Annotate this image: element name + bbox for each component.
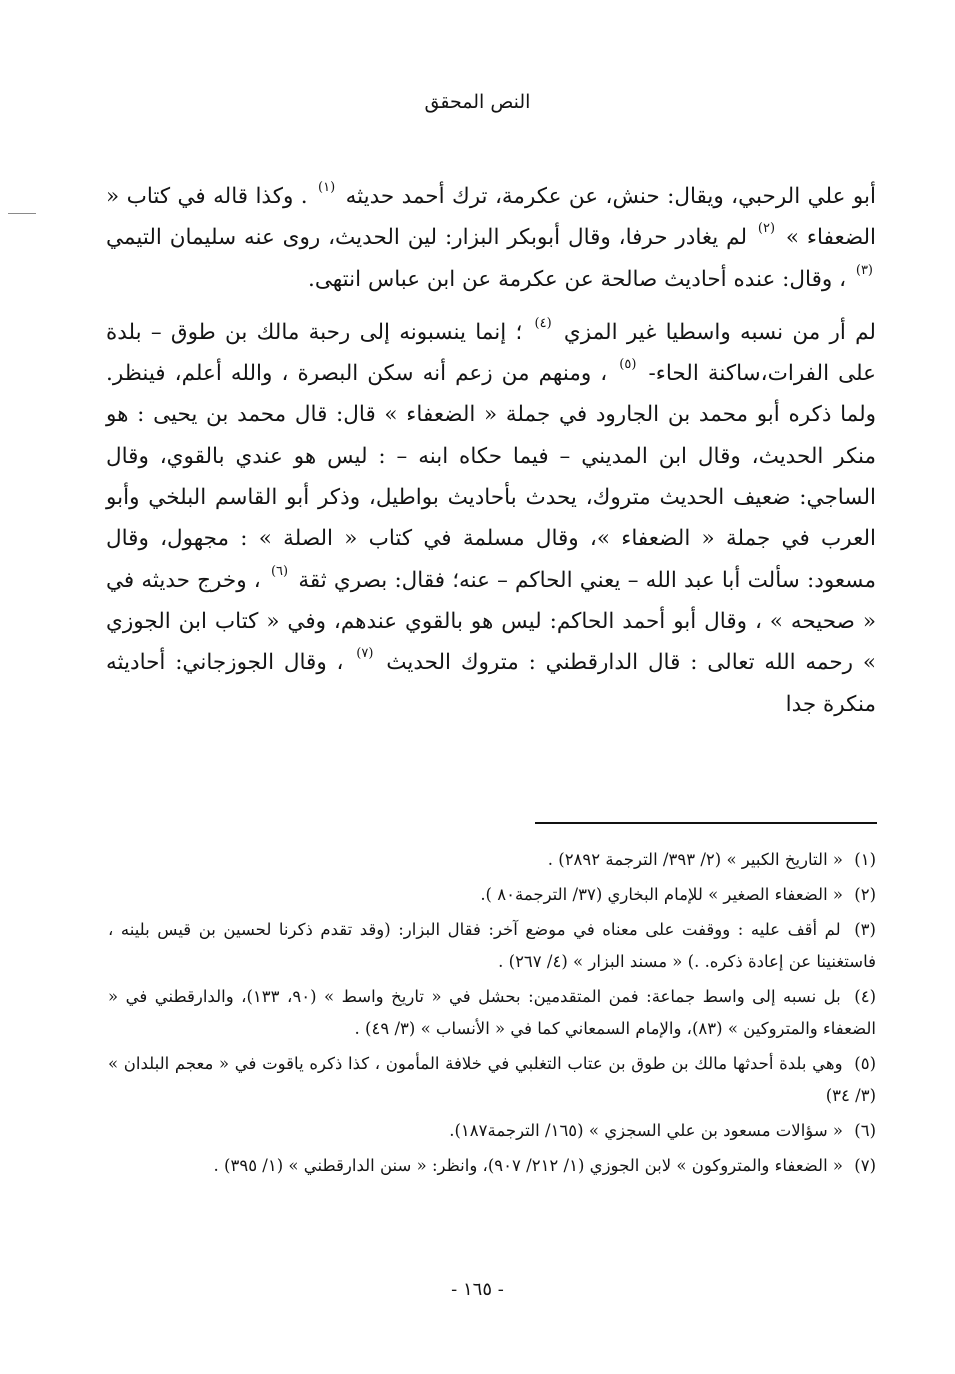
footnote-reference-5: (٥): [619, 357, 637, 373]
paragraph-2-text-3: ، ومنهم من زعم أنه سكن البصرة ، والله أعلم، فينظر. ولما ذكره أبو محمد بن الجارود في جملة « الضعفاء » قال: قال محمد بن يحيى : هو منكر الحديث، وقال ابن المديني – فيما حكاه ابنه – : ليس هو عندي بالقوي، وقال الساجي: ضعيف الحديث متروك، يحدث بأحاديث بواطيل، وذكر أبو القاسم البلخي وأبو العرب في جملة « الضعفاء »، وقال مسلمة في كتاب « الصلة » : مجهول، وقال مسعود: سألت أبا عبد الله – يعني الحاكم – عنه؛ فقال: بصري ثقة: [106, 361, 876, 593]
paragraph-2-text-5: ، وقال الجوزجاني: أحاديثه منكرة جدا: [106, 650, 876, 717]
footnote-reference-6: (٦): [270, 563, 289, 579]
footnote-4-number: (٤): [854, 987, 876, 1006]
main-text: [106, 176, 876, 725]
paragraph-2-text-4: ، وخرج حديثه في « صحيحه » ، وقال أبو أحمد الحاكم: ليس هو بالقوي عندهم، وفي « كتاب ابن الجوزي » رحمه الله تعالى : قال الدارقطني : متروك الحديث: [106, 567, 876, 676]
footnote-4-text: بل نسبه إلى واسط جماعة: فمن المتقدمين: بحشل في « تاريخ واسط » (٩٠، ١٣٣)، والدارقطني في « الضعفاء والمتروكين » (٨٣)، والإمام السمعاني كما في « الأنساب » (٣/ ٤٩) .: [108, 987, 876, 1038]
footnote-6-number: (٦): [854, 1121, 876, 1140]
footnote-separator: [535, 822, 877, 824]
paragraph-2: [106, 312, 876, 725]
footnote-7-number: (٧): [854, 1156, 876, 1175]
footnote-3-number: (٣): [854, 920, 876, 939]
footnote-2-number: (٢): [854, 885, 876, 904]
footnote-reference-4: (٤): [534, 315, 552, 331]
running-header: النص المحقق: [424, 91, 531, 113]
footnote-6-text: « سؤالات مسعود بن علي السجزي » (١٦٥/ الترجمة١٨٧).: [449, 1121, 843, 1140]
footnote-2-text: « الضعفاء الصغير » للإمام البخاري (٣٧/ الترجمة٨٠ ).: [480, 885, 843, 904]
footnote-5: [108, 1048, 876, 1112]
footnote-reference-1: (١): [318, 180, 336, 195]
footnote-4: [108, 981, 876, 1045]
footnote-5-text: وهي بلدة أحدثها مالك بن طوق بن عتاب التغلبي في خلافة المأمون ، كذا ذكره ياقوت في « معجم البلدان » (٣/ ٣٤): [108, 1054, 876, 1105]
footnotes-section: [108, 844, 876, 1185]
footnote-7-text: « الضعفاء والمتروكون » لابن الجوزي (١/ ٢١٢/ ٩٠٧)، وانظر: « سنن الدارقطني » (١/ ٣٩٥) .: [213, 1156, 843, 1175]
footnote-1-text: « التاريخ الكبير » (٢/ ٣٩٣/ الترجمة ٢٨٩٢) .: [547, 850, 843, 869]
footnote-1: [108, 844, 876, 876]
page-number: - ١٦٥ -: [451, 1279, 504, 1300]
paragraph-2-text-2: ؛ إنما ينسبونه إلى رحبة مالك بن طوق – بلدة على الفرات،ساكنة الحاء-: [106, 319, 876, 387]
footnote-reference-2: (٢): [757, 221, 776, 237]
footnote-reference-3: (٣): [855, 262, 873, 278]
paragraph-2-text-1: لم أر من نسبه واسطيا غير المزي: [563, 319, 876, 345]
footnote-1-number: (١): [854, 850, 876, 869]
footnote-5-number: (٥): [854, 1054, 876, 1073]
paragraph-1-text-3: لم يغادر حرفا، وقال أبوبكر البزار: لين الحديث، روى عنه سليمان التيمي: [106, 225, 748, 251]
footnote-3: [108, 914, 876, 978]
paragraph-1-text-2: . وكذا قاله في كتاب « الضعفاء »: [106, 184, 876, 251]
paragraph-1-text-1: أبو علي الرحبي، ويقال: حنش، عن عكرمة، ترك أحمد حديثه: [345, 184, 876, 209]
footnote-7: [108, 1150, 876, 1182]
footnote-3-text: لم أقف عليه : ووقفت على معناه في موضع آخر: فقال البزار: (وقد تقدم ذكرنا لحسين بن قيس بلينه ، فاستغنينا عن إعادة ذكره. .) « مسند البزار » (٤/ ٢٦٧) .: [108, 920, 876, 971]
paragraph-1-text-4: ، وقال: عنده أحاديث صالحة عن عكرمة عن ابن عباس انتهى.: [308, 266, 847, 292]
margin-mark: [8, 213, 36, 214]
footnote-6: [108, 1115, 876, 1147]
footnote-reference-7: (٧): [356, 646, 374, 662]
paragraph-1: [106, 176, 876, 300]
footnote-2: [108, 879, 876, 911]
